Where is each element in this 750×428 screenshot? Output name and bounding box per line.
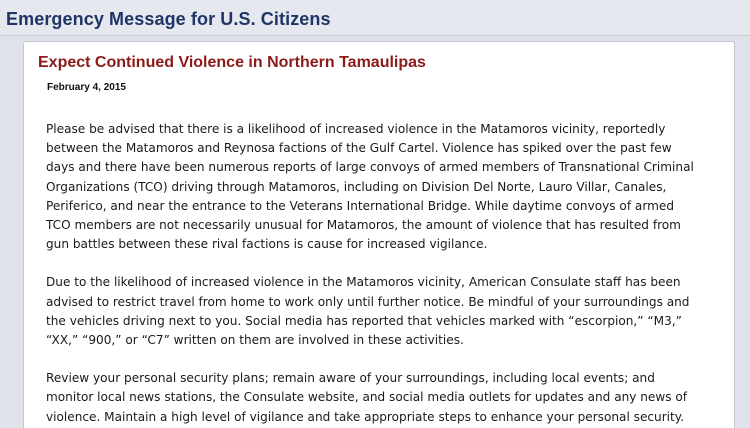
banner-title: Emergency Message for U.S. Citizens <box>6 9 331 29</box>
message-body <box>46 120 726 428</box>
banner-bar <box>0 0 750 36</box>
paragraph-security-plans: Review your personal security plans; remain aware of your surroundings, including local events; and monitor local news stations, the Consulate website, and social media outlets for updates and any news of violence. Maintain a high level of vigilance and take appropriate steps to enhance your personal security. <box>46 371 688 424</box>
message-card <box>23 41 735 428</box>
message-headline: Expect Continued Violence in Northern Tamaulipas <box>38 54 426 71</box>
paragraph-consulate-restrictions: Due to the likelihood of increased violence in the Matamoros vicinity, American Consulate staff has been advised to restrict travel from home to work only until further notice. Be mindful of your surroundings and the vehicles driving next to you. Social media has reported that vehicles marked with “escorpion,” “M3,” “XX,” “900,” or “C7” written on them are involved in these activities. <box>46 275 690 348</box>
message-date: February 4, 2015 <box>47 82 126 93</box>
paragraph-advisory: Please be advised that there is a likelihood of increased violence in the Matamoros vicinity, reportedly between the Matamoros and Reynosa factions of the Gulf Cartel. Violence has spiked over the past few days and there have been numerous reports of large convoys of armed members of Transnational Criminal Organizations (TCO) driving through Matamoros, including on Division Del Norte, Lauro Villar, Canales, Periferico, and near the entrance to the Veterans International Bridge. While daytime convoys of armed TCO members are not necessarily unusual for Matamoros, the amount of violence that has resulted from gun battles between these rival factions is cause for increased vigilance. <box>46 122 694 252</box>
